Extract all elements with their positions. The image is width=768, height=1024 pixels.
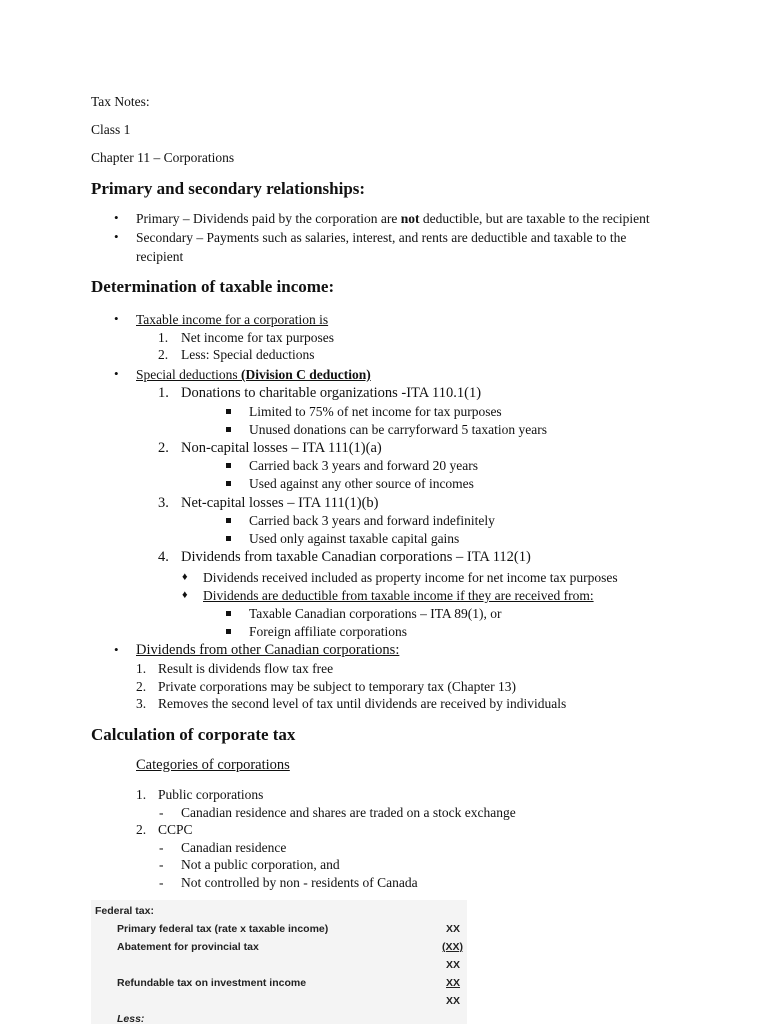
list-subitem: Canadian residence — [181, 840, 287, 855]
bullet-taxable-income-label: Taxable income for a corporation is — [136, 312, 329, 327]
list-item: Less: Special deductions — [181, 347, 315, 362]
square-bullet-icon — [226, 427, 231, 432]
section-heading-taxable-income: Determination of taxable income: — [91, 277, 335, 296]
table-row-value: XX — [446, 959, 461, 971]
table-title: Federal tax: — [95, 905, 154, 917]
list-item: Removes the second level of tax until dividends are received by individuals — [158, 696, 567, 711]
square-bullet-icon — [226, 629, 231, 634]
list-item: Net income for tax purposes — [181, 330, 334, 345]
list-item: CCPC — [158, 822, 193, 837]
table-row-value: (XX) — [442, 941, 463, 953]
list-subitem: Limited to 75% of net income for tax purposes — [249, 404, 502, 419]
list-subitem: Used against any other source of incomes — [249, 476, 474, 491]
bullet-icon: • — [114, 229, 119, 244]
table-less-label: Less: — [117, 1013, 145, 1024]
bullet-secondary-line1: Secondary – Payments such as salaries, interest, and rents are deductible and taxable to the — [136, 230, 627, 245]
section-heading-corporate-tax: Calculation of corporate tax — [91, 725, 296, 744]
federal-tax-table — [91, 900, 467, 1024]
list-subitem: Not a public corporation, and — [181, 857, 340, 872]
list-subitem: Canadian residence and shares are traded on a stock exchange — [181, 805, 516, 820]
class-label: Class 1 — [91, 122, 131, 137]
table-row-value: XX — [446, 995, 461, 1007]
square-bullet-icon — [226, 481, 231, 486]
bullet-icon: • — [114, 366, 119, 381]
list-subitem: Foreign affiliate corporations — [249, 624, 407, 639]
bullet-dividends-other: Dividends from other Canadian corporations: — [136, 642, 400, 658]
list-item: Dividends from taxable Canadian corporations – ITA 112(1) — [181, 549, 531, 565]
list-item: Private corporations may be subject to temporary tax (Chapter 13) — [158, 679, 517, 694]
diamond-bullet-icon: ♦ — [182, 589, 188, 601]
list-item: Net-capital losses – ITA 111(1)(b) — [181, 495, 379, 511]
square-bullet-icon — [226, 518, 231, 523]
square-bullet-icon — [226, 611, 231, 616]
diamond-bullet-icon: ♦ — [182, 571, 188, 583]
square-bullet-icon — [226, 463, 231, 468]
list-subitem: Not controlled by non - residents of Canada — [181, 875, 418, 890]
list-subitem: Unused donations can be carryforward 5 taxation years — [249, 422, 548, 437]
square-bullet-icon — [226, 409, 231, 414]
list-subitem: Taxable Canadian corporations – ITA 89(1), or — [249, 606, 502, 621]
subheading-categories: Categories of corporations — [136, 757, 290, 773]
bullet-icon: • — [114, 210, 119, 225]
document-page: Tax Notes: Class 1 Chapter 11 – Corporations Primary and secondary relationships: • Primary – Dividends paid by the corporation are not deductible, but are taxable to the recipient • Secondary – Payments such as salaries, interest, and rents are deductible and taxable to the recipient Determination of taxable income: • Taxable income for a corporation is 1. Net income for tax purposes 2. Less: Special deductions • Special deductions (Division C deduction) 1. Donations to charitable organizations -ITA 110.1(1) Limited to 75% of net income for tax purposes Unused donations can be carryforward 5 taxation years 2. Non-capital losses – ITA 111(1)(a) Carried back 3 years and forward 20 years Used against any other source of incomes 3. Net-capital losses – ITA 111(1)(b) Carried back 3 years and forward indefinitely Used only against taxable capital gains 4. Dividends from taxable Canadian corporations – ITA 112(1) ♦ Dividends received included as property income for net income tax purposes ♦ Dividends are deductible from taxable income if they are received from: Taxable Canadian corporations – ITA 89(1), or Foreign affiliate corporations • Dividends from other Canadian corporations: 1. Result is dividends flow tax free 2. Private corporations may be subject to temporary tax (Chapter 13) 3. Removes the second level of tax until dividends are received by individuals Calculation of corporate tax Categories of corporations 1. Public corporations - Canadian residence and shares are traded on a stock exchange 2. CCPC - Canadian residence - Not a public corporation, and - Not controlled by non - residents of Canada Federal tax: Primary federal tax (rate x taxable income) XX Abatement for provincial tax (XX) XX Refundable tax on investment income XX XX Less: — [91, 94, 650, 1024]
table-row-value: XX — [446, 977, 461, 989]
table-row-label: Abatement for provincial tax — [117, 941, 259, 953]
list-subitem: Dividends received included as property income for net income tax purposes — [203, 570, 618, 585]
square-bullet-icon — [226, 536, 231, 541]
list-subitem: Dividends are deductible from taxable income if they are received from: — [203, 588, 594, 603]
table-row-value: XX — [446, 923, 461, 935]
list-item: Donations to charitable organizations -ITA 110.1(1) — [181, 385, 482, 401]
bullet-icon: • — [114, 642, 119, 657]
list-item: Public corporations — [158, 787, 264, 802]
doc-title: Tax Notes: — [91, 94, 150, 109]
list-item: Non-capital losses – ITA 111(1)(a) — [181, 440, 382, 456]
bullet-secondary-line2: recipient — [136, 249, 184, 264]
list-subitem: Used only against taxable capital gains — [249, 531, 460, 546]
bullet-icon: • — [114, 311, 119, 326]
list-subitem: Carried back 3 years and forward indefinitely — [249, 513, 495, 528]
table-row-label: Refundable tax on investment income — [117, 977, 307, 989]
table-row-label: Primary federal tax (rate x taxable income) — [117, 923, 329, 935]
bullet-primary: Primary – Dividends paid by the corporation are not deductible, but are taxable to the recipient — [136, 211, 650, 226]
list-item: Result is dividends flow tax free — [158, 661, 334, 676]
section-heading-relationships: Primary and secondary relationships: — [91, 179, 366, 198]
list-subitem: Carried back 3 years and forward 20 years — [249, 458, 479, 473]
bullet-special-deductions: Special deductions (Division C deduction) — [136, 367, 371, 382]
chapter-label: Chapter 11 – Corporations — [91, 150, 235, 165]
